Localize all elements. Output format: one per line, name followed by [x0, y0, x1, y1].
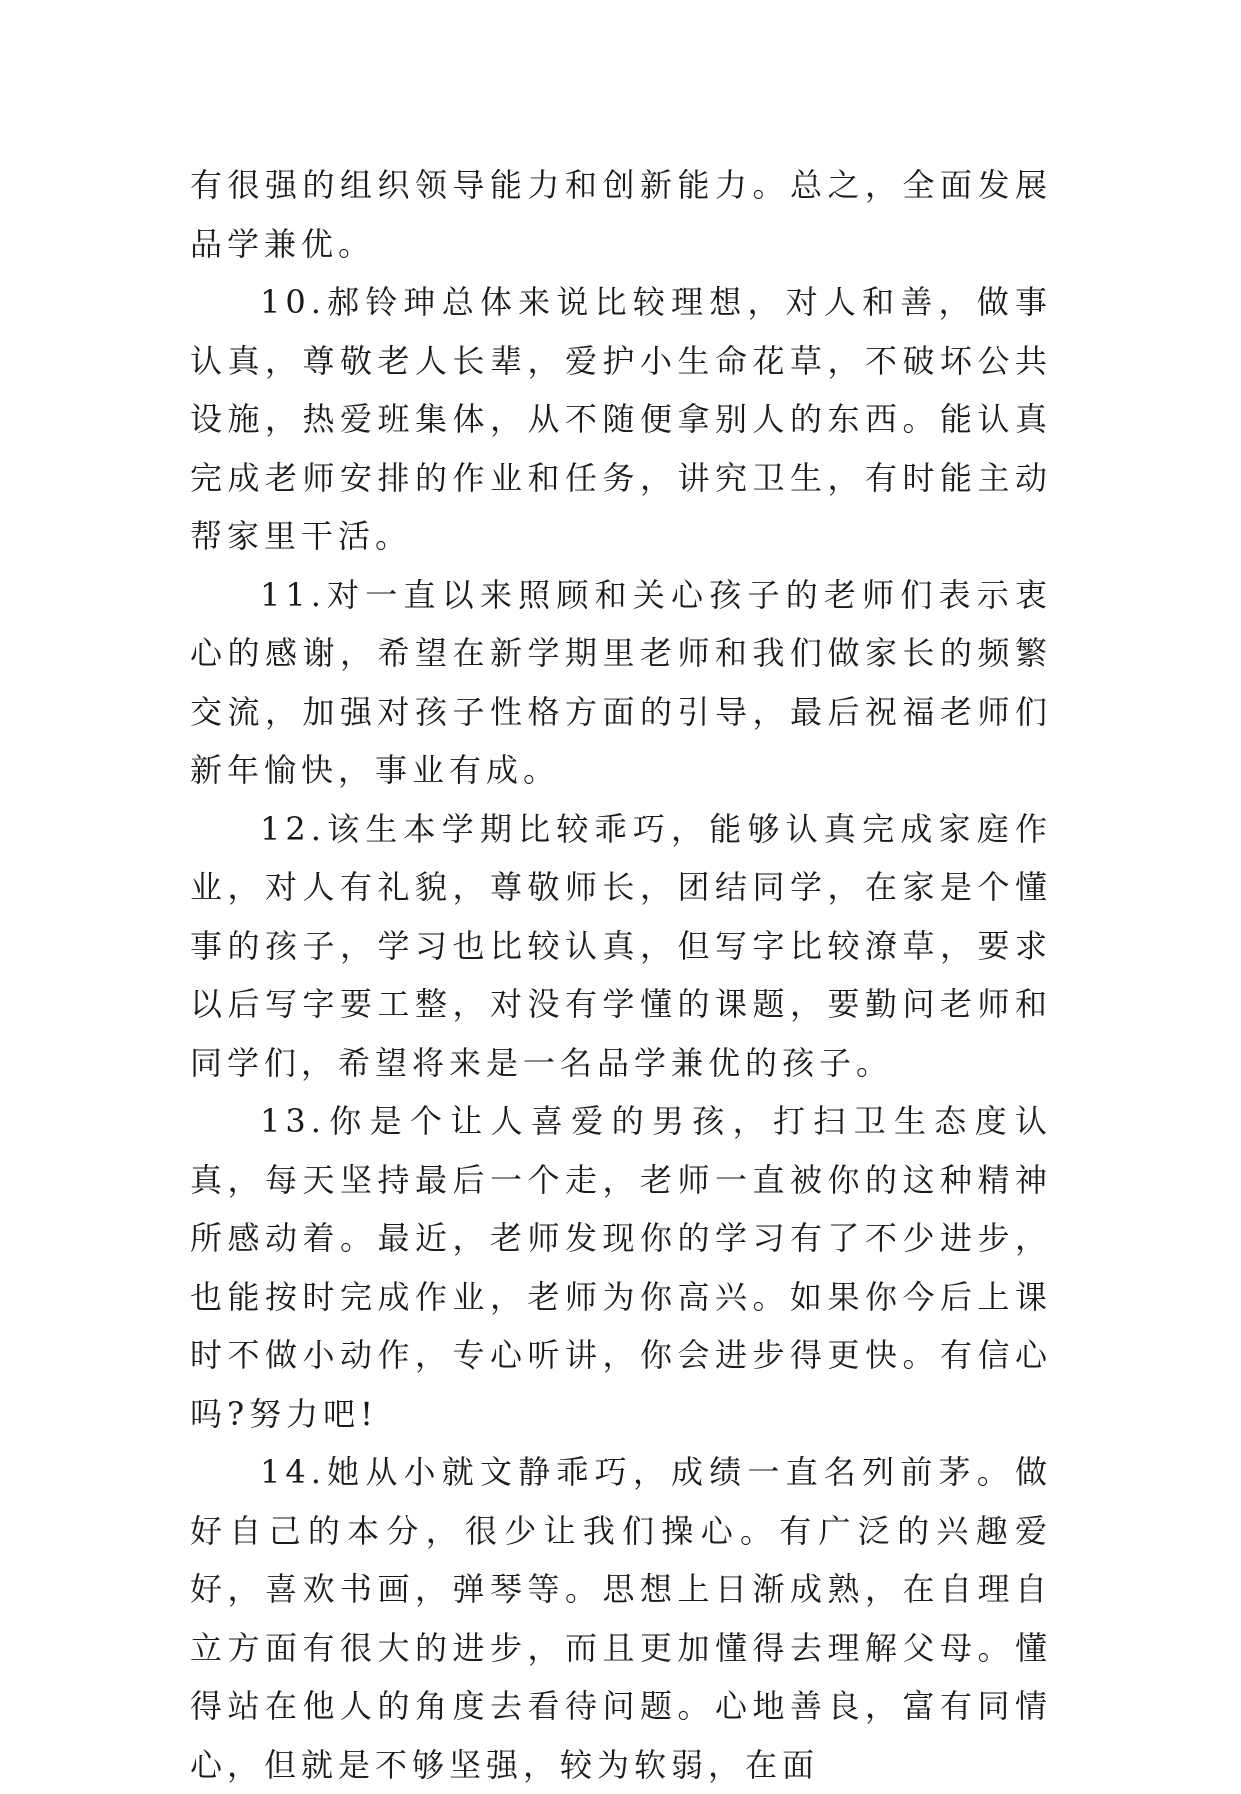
paragraph-item-12: 12.该生本学期比较乖巧，能够认真完成家庭作业，对人有礼貌，尊敬师长，团结同学，在家是个懂事的孩子，学习也比较认真，但写字比较潦草，要求以后写字要工整，对没有学懂的课题，要勤问老师和同学们，希望将来是一名品学兼优的孩子。	[190, 809, 1052, 1082]
paragraph-item-14: 14.她从小就文静乖巧，成绩一直名列前茅。做好自己的本分，很少让我们操心。有广泛的兴趣爱好，喜欢书画，弹琴等。思想上日渐成熟，在自理自立方面有很大的进步，而且更加懂得去理解父母。懂得站在他人的角度去看待问题。心地善良，富有同情心，但就是不够坚强，较为软弱，在面	[190, 1453, 1052, 1784]
document-body	[190, 156, 1052, 1794]
paragraph-item-10: 10.郝铃珅总体来说比较理想，对人和善，做事认真，尊敬老人长辈，爱护小生命花草，不破坏公共设施，热爱班集体，从不随便拿别人的东西。能认真完成老师安排的作业和任务，讲究卫生，有时能主动帮家里干活。	[190, 283, 1052, 555]
paragraph-continuation: 有很强的组织领导能力和创新能力。总之，全面发展品学兼优。	[190, 166, 1052, 263]
paragraph-item-13: 13.你是个让人喜爱的男孩，打扫卫生态度认真，每天坚持最后一个走，老师一直被你的这种精神所感动着。最近，老师发现你的学习有了不少进步，也能按时完成作业，老师为你高兴。如果你今后上课时不做小动作，专心听讲，你会进步得更快。有信心吗?努力吧!	[190, 1102, 1052, 1433]
paragraph-item-11: 11.对一直以来照顾和关心孩子的老师们表示衷心的感谢，希望在新学期里老师和我们做家长的频繁交流，加强对孩子性格方面的引导，最后祝福老师们新年愉快，事业有成。	[190, 575, 1052, 789]
